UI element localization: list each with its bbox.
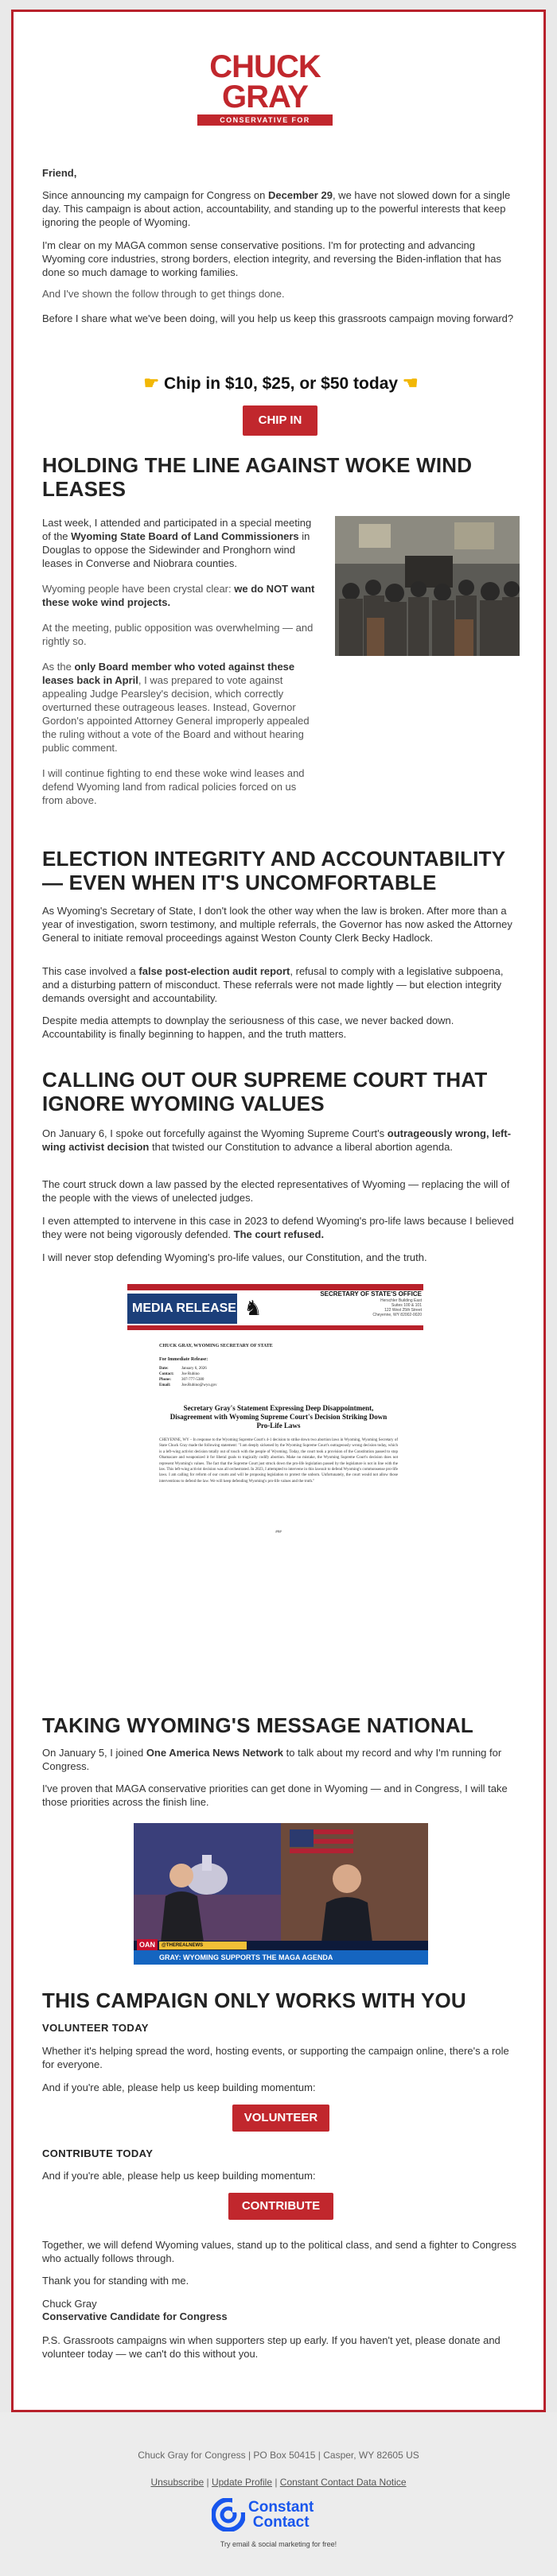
release-office-name: SECRETARY OF STATE'S OFFICE [320,1290,422,1298]
volunteer-paragraph-1: Whether it's helping spread the word, hosting events, or supporting the campaign online, there's a role for everyone. [42,2045,509,2070]
footer-address: Chuck Gray for Congress | PO Box 50415 | Casper, WY 82605 US [138,2450,419,2461]
unsubscribe-link[interactable]: Unsubscribe [150,2477,204,2488]
media-release-red-stripe-bottom [127,1325,423,1330]
contribute-title: CONTRIBUTE TODAY [42,2147,154,2159]
chip-in-banner [42,371,520,395]
wind-p4-text: As the [42,661,75,673]
wind-leases-heading: HOLDING THE LINE AGAINST WOKE WIND LEASES [42,453,473,501]
intro-paragraph-1 [42,188,520,229]
wind-p1-text: Last week, I attended and participated in a special meeting of the [42,517,312,542]
wind-p2-bold: we do NOT want these woke wind projects. [42,583,315,608]
release-headline: Secretary Gray's Statement Expressing Deep Disappointment, Disagreement with Wyoming Supreme Court's Decision Striking Down Pro-Life Laws [169,1404,388,1430]
wind-paragraph-2 [42,582,317,609]
contribute-button[interactable]: CONTRIBUTE [228,2193,333,2220]
contribute-paragraph-1: And if you're able, please help us keep building momentum: [42,2170,316,2182]
election-p2-text-end: , refusal to comply with a legislative subpoena, and a disturbing pattern of misconduct. These referrals were not made lightly — but election integrity demands oversight and accountability. [42,965,504,1004]
volunteer-paragraph-2: And if you're able, please help us keep building momentum: [42,2081,316,2093]
national-p1-text-end: to talk about my record and why I'm running for Congress. [42,1747,502,1772]
wind-p4-bold: only Board member who voted against these leases back in April [42,661,295,686]
update-profile-link[interactable]: Update Profile [211,2477,272,2488]
election-p2-bold: false post-election audit report [138,965,290,977]
national-p1-network: One America News Network [146,1747,284,1759]
intro-p1-text-end: , we have not slowed down for a single day. This campaign is about action, accountability, and standing up to the powerful interests that keep ignoring the people of Wyoming. [42,189,511,228]
logo-first-name: CHUCK [209,49,321,84]
campaign-logo[interactable] [193,49,337,138]
court-p1-bold: outrageously wrong, left-wing activist decision [42,1127,512,1153]
election-integrity-heading: ELECTION INTEGRITY AND ACCOUNTABILITY — EVEN WHEN IT'S UNCOMFORTABLE [42,847,505,894]
release-meta [159,1366,398,1388]
release-meta-label: Contact: [159,1372,174,1376]
office-address-line: Cheyenne, WY 82002-0020 [372,1313,422,1317]
court-paragraph-4: I will never stop defending Wyoming's pro-life values, our Constitution, and the truth. [42,1251,427,1263]
volunteer-title: VOLUNTEER TODAY [42,2022,149,2034]
greeting: Friend, [42,167,77,179]
bucking-horse-icon: ♞ [243,1296,263,1320]
cc-line-2: Contact [252,2514,310,2531]
court-p3-text: I even attempted to intervene in this case in 2023 to defend Wyoming's pro-life laws because I believed they were not being vigorously defended. [42,1215,514,1240]
intro-paragraph-3: And I've shown the follow through to get things done. [42,288,285,300]
office-address-line: 122 West 25th Street [384,1308,422,1313]
release-office-address [310,1298,422,1317]
cc-line-1: Constant [248,2499,314,2516]
footer-link-separator: | [275,2477,280,2488]
supreme-court-heading: CALLING OUT OUR SUPREME COURT THAT IGNORE WYOMING VALUES [42,1068,488,1115]
court-p1-text-end: that twisted our Constitution to advance a liberal abortion agenda. [149,1141,453,1153]
wind-p1-text-end: in Douglas to oppose the Sidewinder and Pronghorn wind leases in Converse and Niobrara counties. [42,530,310,569]
constant-contact-wordmark [248,2500,314,2530]
release-meta-label: Date: [159,1367,169,1371]
logo-last-name: GRAY [222,80,308,114]
intro-paragraph-2: I'm clear on my MAGA common sense conservative positions. I'm for protecting and advancing Wyoming core industries, strong borders, election integrity, and reversing the Biden-inflation that has done so much damage to working families. [42,239,501,278]
court-p3-bold: The court refused. [233,1228,325,1240]
wind-paragraph-3: At the meeting, public opposition was overwhelming — and rightly so. [42,622,314,647]
office-address-line: Herschler Building East [380,1298,422,1303]
signature-title: Conservative Candidate for Congress [42,2310,228,2322]
release-meta-label: Phone: [159,1378,171,1382]
national-paragraph-2: I've proven that MAGA conservative priorities can get done in Wyoming — and in Congress, I will take those priorities across the finish line. [42,1783,508,1808]
campaign-works-heading: THIS CAMPAIGN ONLY WORKS WITH YOU [42,1988,466,2012]
chip-in-banner-text: Chip in $10, $25, or $50 today [163,374,399,393]
chip-in-button[interactable]: CHIP IN [243,405,317,436]
intro-p1-text: Since announcing my campaign for Congress on [42,189,268,201]
media-release-red-stripe [127,1284,423,1290]
national-paragraph-1 [42,1746,520,1773]
office-address-line: Suites 100 & 101 [391,1303,422,1308]
oan-handle: @THEREALNEWS [159,1942,247,1949]
release-meta-value: January 6, 2026 [181,1367,207,1371]
wind-p4-text-end: , I was prepared to vote against appealing Judge Pearsley's decision, which correctly overturned these outrageous leases. Instead, Governor Gordon's appointed Attorney General improperly appealed the ruling without a vote of the Board and without hearing public comment. [42,674,310,754]
email-card [11,10,546,2412]
media-release-document [127,1274,427,1688]
media-release-header [127,1279,423,1330]
constant-contact-tagline: Try email & social marketing for free! [220,2540,337,2548]
election-paragraph-1: As Wyoming's Secretary of State, I don't look the other way when the law is broken. After more than a year of investigation, sworn testimony, and multiple referrals, the Governor has now asked the Attorney General to initiate removal proceedings against Weston County Clerk Becky Hadlock. [42,905,512,944]
logo-tagline: CONSERVATIVE FOR CONGRESS [197,114,333,126]
media-release-label: MEDIA RELEASE [127,1294,237,1324]
release-org: CHUCK GRAY, WYOMING SECRETARY OF STATE [159,1344,273,1348]
national-heading: TAKING WYOMING'S MESSAGE NATIONAL [42,1713,473,1737]
wind-paragraph-1 [42,516,317,570]
volunteer-button[interactable]: VOLUNTEER [232,2105,329,2132]
release-body: CHEYENNE, WY – In response to the Wyoming Supreme Court's 4-1 decision to strike down two abortion laws in Wyoming, Wyoming Secretary of State Chuck Gray made the following statement: "I am deeply sickened by the Wyoming Supreme Court's outrageously wrong decision today, which is a left-wing activist decision totally out of touch with the people of Wyoming. Today, the court took a provision of the Constitution passed to stop Obamacare and weaponized it for liberal goals to tragically codify abortion. Make no mistake, the Wyoming Supreme Court's decision does not represent Wyoming's values. The fact that the Supreme Court just struck down the pro-life legislation passed by the legislature is not in line with the law. This left-wing activist decision was all orchestrated. In 2023, I attempted to intervene in this lawsuit to defend Wyoming's commonsense pro-life laws. I am calling for reform of our courts and will be proposing legislation to protect the unborn. Unfortunately, the court would not allow those interventions to defend the law. We will keep defending Wyoming's pro-life values and the truth." [159,1438,398,1484]
wind-leases-text [42,516,317,807]
release-meta-row [159,1377,398,1383]
wind-p2-text: Wyoming people have been crystal clear: [42,583,235,595]
closing-paragraph-1: Together, we will defend Wyoming values, stand up to the political class, and send a fighter to Congress who actually follows through. [42,2239,517,2264]
board-meeting-photo [335,516,520,656]
release-meta-row [159,1371,398,1377]
email-footer [0,2412,557,2576]
closing-paragraph-2: Thank you for standing with me. [42,2275,189,2287]
court-paragraph-1 [42,1127,520,1154]
oan-logo: OAN [137,1939,158,1950]
release-meta-value: Joe.Rubino@wyo.gov [181,1383,217,1387]
wind-p1-board: Wyoming State Board of Land Commissioners [71,530,299,542]
release-immediate: For Immediate Release: [159,1357,208,1362]
release-meta-value: 307-777-5380 [181,1378,204,1382]
election-paragraph-2 [42,964,520,1005]
national-p1-text: On January 5, I joined [42,1747,146,1759]
release-meta-row [159,1366,398,1371]
signature-name: Chuck Gray [42,2298,97,2310]
postscript: P.S. Grassroots campaigns win when supporters step up early. If you haven't yet, please donate and volunteer today — we can't do this without you. [42,2334,501,2360]
wind-paragraph-4 [42,660,317,755]
pointing-hand-icon: ☚ [402,373,419,393]
release-meta-row [159,1383,398,1388]
intro-paragraph-4: Before I share what we've been doing, will you help us keep this grassroots campaign moving forward? [42,312,514,324]
footer-links [0,2476,557,2489]
court-paragraph-3 [42,1214,520,1241]
release-end-mark: ### [275,1530,282,1534]
data-notice-link[interactable]: Constant Contact Data Notice [279,2477,407,2488]
board-meeting-crowd-image [335,516,520,656]
pointing-hand-icon: ☛ [143,373,160,393]
oan-interview-screenshot[interactable] [134,1823,428,1965]
court-paragraph-2: The court struck down a law passed by the elected representatives of Wyoming — replacing the will of the people with the views of unelected judges. [42,1178,510,1204]
court-p1-text: On January 6, I spoke out forcefully against the Wyoming Supreme Court's [42,1127,388,1139]
oan-ticker: GRAY: WYOMING SUPPORTS THE MAGA AGENDA [159,1953,333,1961]
election-p2-text: This case involved a [42,965,139,977]
footer-link-separator: | [206,2477,212,2488]
election-paragraph-3: Despite media attempts to downplay the seriousness of this case, we never backed down. Accountability is finally beginning to happen, and the truth matters. [42,1014,454,1040]
constant-contact-badge[interactable] [207,2498,350,2554]
intro-p1-date: December 29 [268,189,333,201]
wind-paragraph-5: I will continue fighting to end these woke wind leases and defend Wyoming land from radical policies forced on us from above. [42,767,305,806]
release-meta-label: Email: [159,1383,171,1387]
release-meta-value: Joe Rubino [181,1372,200,1376]
constant-contact-logo-icon [212,2498,245,2531]
